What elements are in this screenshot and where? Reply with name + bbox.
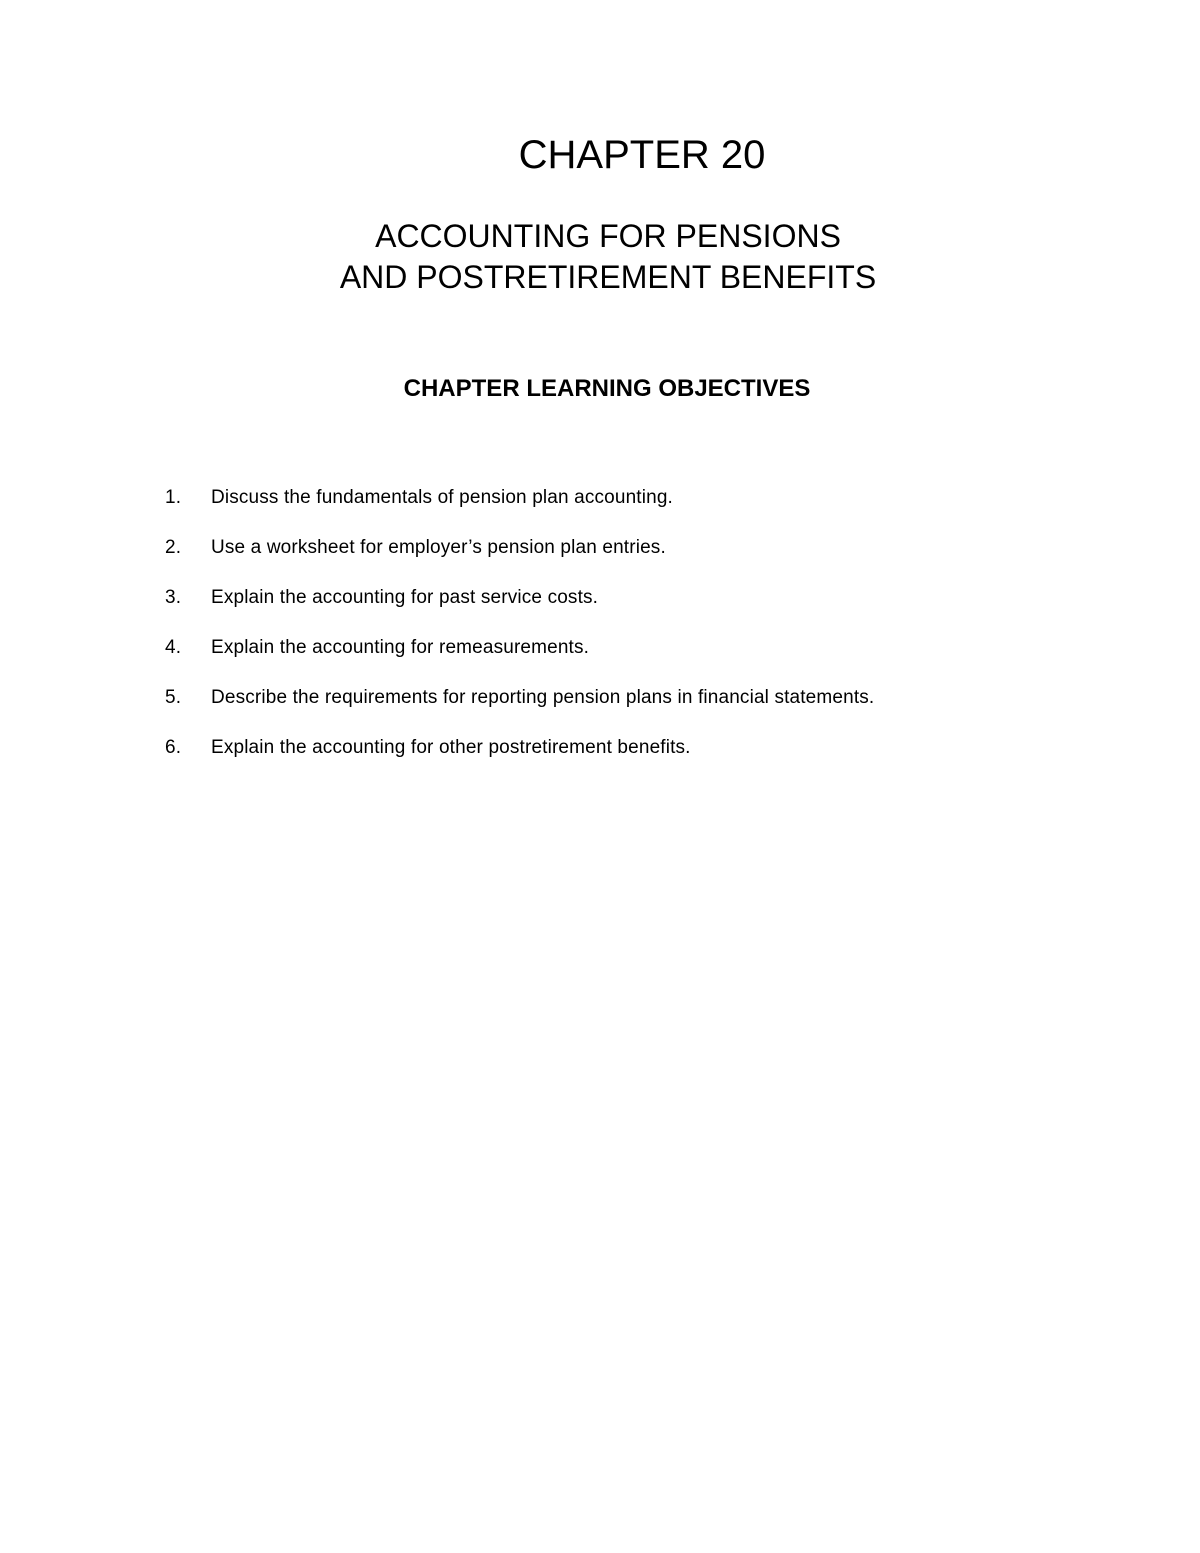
learning-objectives-heading: CHAPTER LEARNING OBJECTIVES	[403, 375, 811, 402]
objective-number: 2.	[165, 537, 182, 558]
objective-item	[165, 586, 1065, 636]
objective-number: 3.	[165, 587, 182, 608]
objective-item	[165, 736, 1065, 786]
objective-text: Explain the accounting for past service costs.	[211, 587, 599, 608]
objective-text: Explain the accounting for remeasurements.	[211, 637, 590, 658]
objective-number: 1.	[165, 487, 182, 508]
objective-number: 5.	[165, 687, 182, 708]
objective-item	[165, 536, 1065, 586]
objective-text: Explain the accounting for other postretirement benefits.	[211, 737, 691, 758]
chapter-title-line-1: ACCOUNTING FOR PENSIONS	[375, 218, 841, 254]
objective-item	[165, 636, 1065, 686]
objective-item	[165, 486, 1065, 536]
chapter-title-line-2: AND POSTRETIREMENT BENEFITS	[339, 259, 877, 295]
objective-text: Describe the requirements for reporting pension plans in financial statements.	[211, 687, 875, 708]
objective-text: Discuss the fundamentals of pension plan accounting.	[211, 487, 673, 508]
chapter-title	[258, 216, 958, 298]
objective-item	[165, 686, 1065, 736]
objective-text: Use a worksheet for employer’s pension plan entries.	[211, 537, 666, 558]
objective-number: 4.	[165, 637, 182, 658]
objective-number: 6.	[165, 737, 182, 758]
chapter-number: CHAPTER 20	[518, 133, 766, 177]
learning-objectives-list	[165, 486, 1065, 786]
